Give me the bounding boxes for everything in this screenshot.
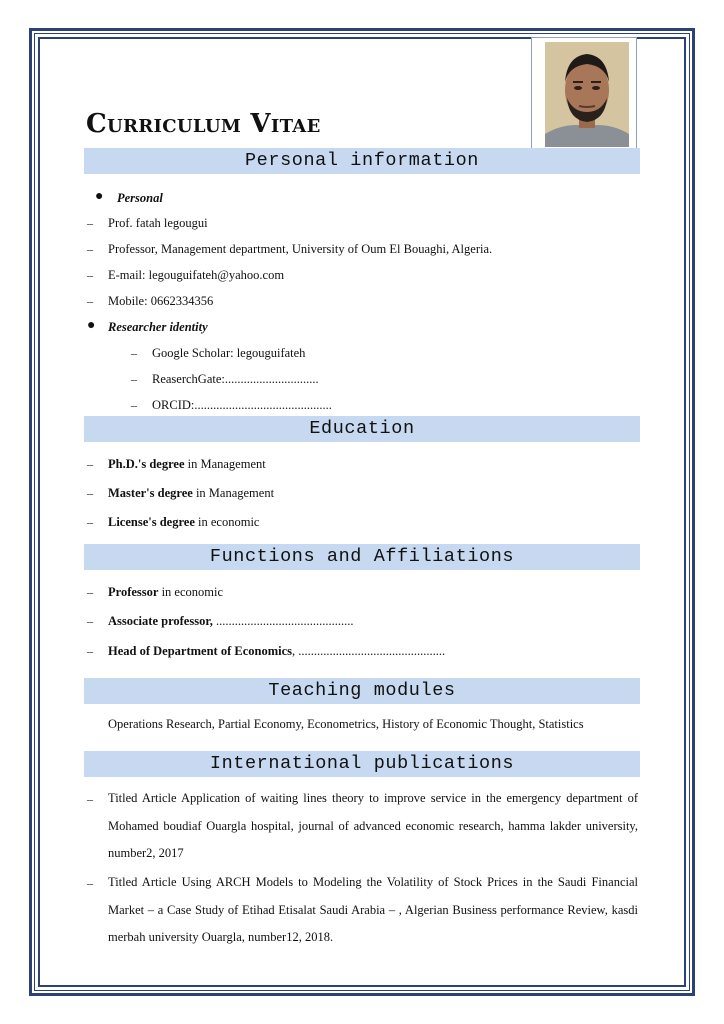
dash-icon: – — [131, 346, 137, 360]
dash-icon: – — [87, 876, 93, 890]
dash-icon: – — [131, 372, 137, 386]
researchgate-text: ReaserchGate:.............................. — [152, 372, 319, 386]
function-item: Associate professor, ............................................ — [108, 614, 354, 628]
section-international-publications: International publications — [84, 751, 640, 777]
job-position: Professor, Management department, University of Oum El Bouaghi, Algeria. — [108, 242, 493, 256]
teaching-modules-text: Operations Research, Partial Economy, Econometrics, History of Economic Thought, Statistics — [108, 717, 584, 731]
education-item: Master's degree in Management — [108, 486, 275, 500]
section-personal-information: Personal information — [84, 148, 640, 174]
google-scholar-text: Google Scholar: legouguifateh — [152, 346, 306, 360]
publication-item: Titled Article Application of waiting lines theory to improve service in the emergency department of Mohamed boudiaf Ouargla hospital, journal of advanced economic research, hamma lakder university, number2, 2017 — [108, 791, 638, 860]
bullet-icon: ● — [95, 189, 104, 204]
dash-icon: – — [87, 792, 93, 806]
bullet-icon: ● — [87, 318, 96, 333]
email-text: E-mail: legouguifateh@yahoo.com — [108, 268, 285, 282]
dash-icon: – — [87, 644, 93, 658]
section-education: Education — [84, 416, 640, 442]
orcid-text: ORCID:............................................ — [152, 398, 332, 412]
mobile-text: Mobile: 0662334356 — [108, 294, 214, 308]
personal-heading: Personal — [117, 191, 163, 205]
researcher-heading: Researcher identity — [108, 320, 208, 334]
dash-icon: – — [87, 268, 93, 282]
dash-icon: – — [87, 457, 93, 471]
dash-icon: – — [131, 398, 137, 412]
profile-photo — [545, 42, 629, 147]
cv-title: Curriculum Vitae — [86, 109, 321, 139]
dash-icon: – — [87, 242, 93, 256]
function-item: Professor in economic — [108, 585, 224, 599]
section-teaching-modules: Teaching modules — [84, 678, 640, 704]
dash-icon: – — [87, 216, 93, 230]
profile-photo-frame — [531, 37, 637, 150]
dash-icon: – — [87, 614, 93, 628]
dash-icon: – — [87, 294, 93, 308]
dash-icon: – — [87, 486, 93, 500]
education-item: License's degree in economic — [108, 515, 260, 529]
dash-icon: – — [87, 515, 93, 529]
function-item: Head of Department of Economics, ............................................... — [108, 644, 446, 658]
full-name: Prof. fatah legougui — [108, 216, 208, 230]
dash-icon: – — [87, 585, 93, 599]
section-functions-affiliations: Functions and Affiliations — [84, 544, 640, 570]
education-item: Ph.D.'s degree in Management — [108, 457, 266, 471]
publication-item: Titled Article Using ARCH Models to Modeling the Volatility of Stock Prices in the Saudi Financial Market – a Case Study of Etihad Etisalat Saudi Arabia – , Algerian Business performance Review, kasdi merbah university Ouargla, number12, 2018. — [108, 875, 638, 944]
